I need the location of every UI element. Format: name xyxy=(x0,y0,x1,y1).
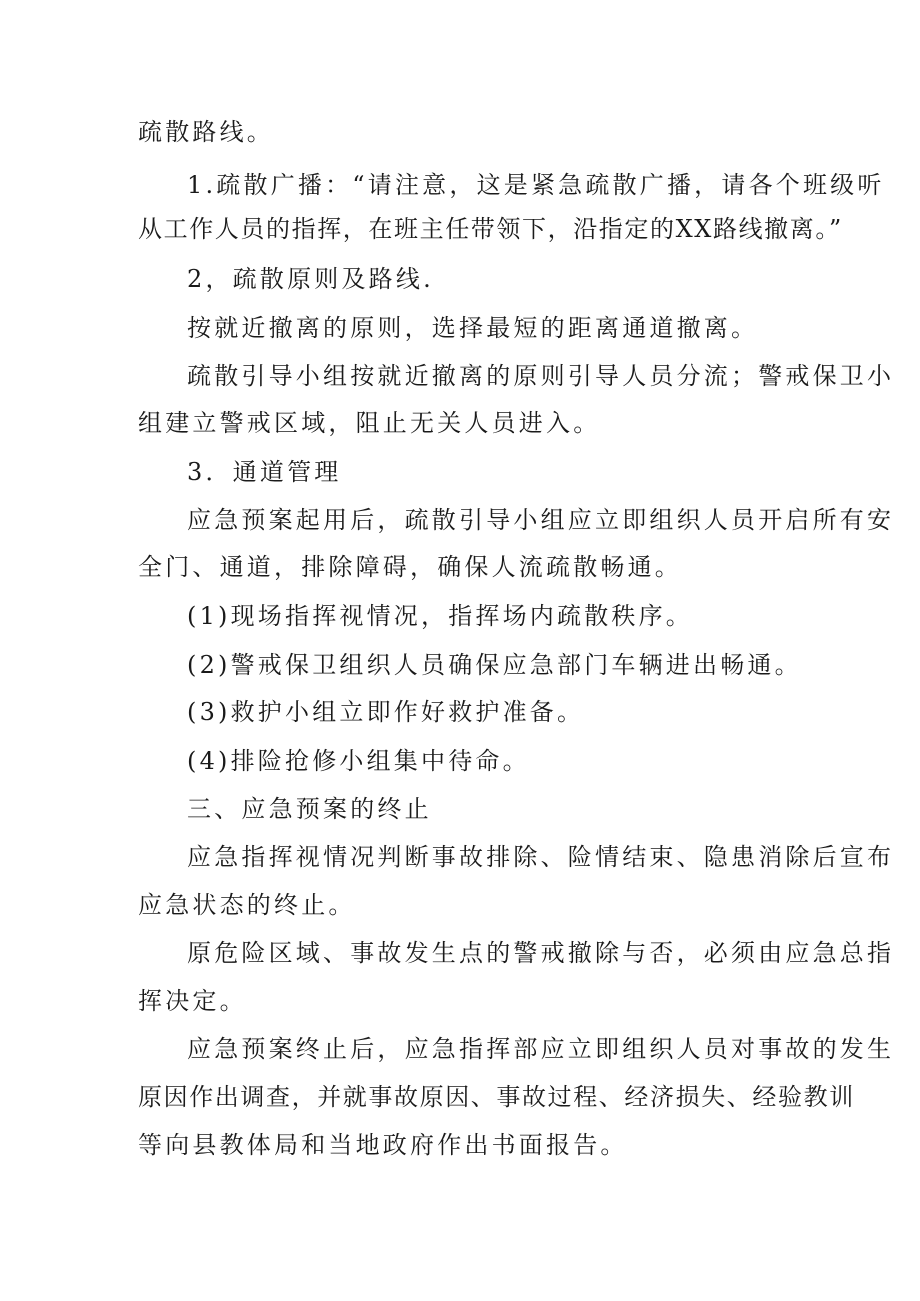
text-line: 应急状态的终止。 xyxy=(138,891,356,919)
text-line: 挥决定。 xyxy=(138,987,247,1015)
list-item: (1)现场指挥视情况，指挥场内疏散秩序。 xyxy=(187,602,693,630)
text-line: 疏散路线。 xyxy=(138,118,274,146)
section-heading: 3．通道管理 xyxy=(187,458,342,486)
text-line: 按就近撤离的原则，选择最短的距离通道撤离。 xyxy=(187,314,759,342)
text-line: 应急预案终止后，应急指挥部应立即组织人员对事故的发生 xyxy=(187,1035,895,1063)
text-line: 原危险区域、事故发生点的警戒撤除与否，必须由应急总指 xyxy=(187,939,895,967)
text-line: 2，疏散原则及路线. xyxy=(187,265,434,293)
list-item: (2)警戒保卫组织人员确保应急部门车辆进出畅通。 xyxy=(187,651,802,679)
text-line: 原因作出调查，并就事故原因、事故过程、经济损失、经验教训 xyxy=(138,1083,855,1111)
list-item: (4)排险抢修小组集中待命。 xyxy=(187,747,530,775)
text-line: 全门、通道，排除障碍，确保人流疏散畅通。 xyxy=(138,553,682,581)
text-line: 应急指挥视情况判断事故排除、险情结束、隐患消除后宣布 xyxy=(187,843,895,871)
text-line: 等向县教体局和当地政府作出书面报告。 xyxy=(138,1131,628,1159)
text-line: 从工作人员的指挥，在班主任带领下，沿指定的XX路线撤离。” xyxy=(138,215,843,243)
text-line: 1.疏散广播：“请注意，这是紧急疏散广播，请各个班级听 xyxy=(187,171,885,199)
text-line: 疏散引导小组按就近撤离的原则引导人员分流；警戒保卫小 xyxy=(187,362,895,390)
section-heading: 三、应急预案的终止 xyxy=(187,795,432,823)
text-line: 应急预案起用后，疏散引导小组应立即组织人员开启所有安 xyxy=(187,506,895,534)
text-line: 组建立警戒区域，阻止无关人员进入。 xyxy=(138,409,601,437)
list-item: (3)救护小组立即作好救护准备。 xyxy=(187,698,585,726)
